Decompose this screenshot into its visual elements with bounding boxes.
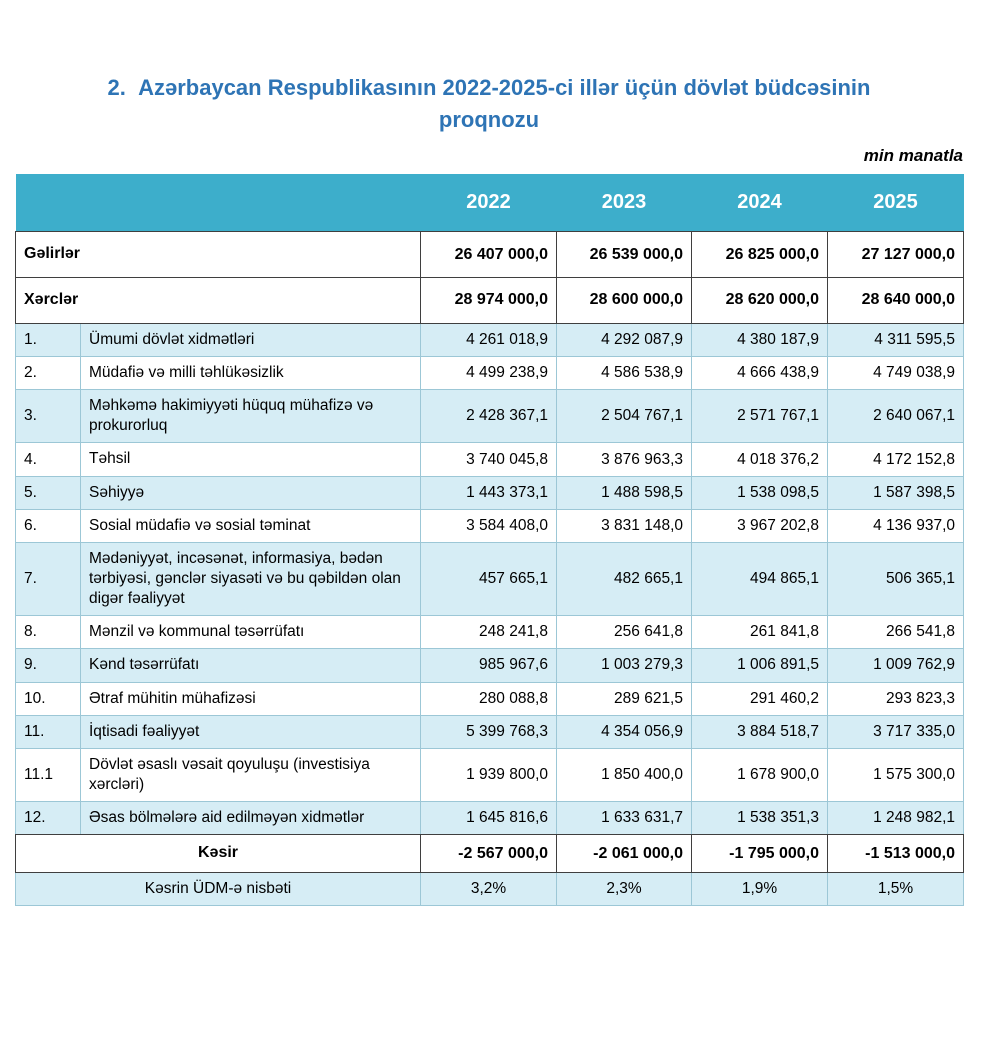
value-cell: 1 003 279,3 (557, 649, 692, 682)
value-cell: 482 665,1 (557, 542, 692, 615)
value-cell: 3 831 148,0 (557, 509, 692, 542)
row-index: 2. (16, 357, 81, 390)
value-cell: 2,3% (557, 873, 692, 906)
value-cell: 26 539 000,0 (557, 232, 692, 278)
row-label: Ətraf mühitin mühafizəsi (81, 682, 421, 715)
row-index: 7. (16, 542, 81, 615)
value-cell: 4 354 056,9 (557, 715, 692, 748)
value-cell: 494 865,1 (692, 542, 828, 615)
value-cell: 4 261 018,9 (421, 323, 557, 356)
value-cell: 289 621,5 (557, 682, 692, 715)
row-label: Müdafiə və milli təhlükəsizlik (81, 357, 421, 390)
value-cell: 1 009 762,9 (828, 649, 964, 682)
table-row-revenues (16, 232, 964, 278)
value-cell: 1 538 098,5 (692, 476, 828, 509)
row-label: Kəsrin ÜDM-ə nisbəti (16, 873, 421, 906)
unit-note: min manatla (863, 145, 963, 165)
table-header-row (16, 174, 964, 232)
table-row (16, 323, 964, 356)
value-cell: 3,2% (421, 873, 557, 906)
value-cell: -2 061 000,0 (557, 835, 692, 873)
value-cell: -1 795 000,0 (692, 835, 828, 873)
year-header: 2024 (692, 174, 828, 232)
row-index: 9. (16, 649, 81, 682)
value-cell: 3 884 518,7 (692, 715, 828, 748)
value-cell: 1 850 400,0 (557, 748, 692, 801)
row-label: İqtisadi fəaliyyət (81, 715, 421, 748)
value-cell: 266 541,8 (828, 616, 964, 649)
value-cell: 291 460,2 (692, 682, 828, 715)
value-cell: 1 633 631,7 (557, 802, 692, 835)
table-row (16, 443, 964, 476)
value-cell: 4 292 087,9 (557, 323, 692, 356)
value-cell: 3 584 408,0 (421, 509, 557, 542)
value-cell: 985 967,6 (421, 649, 557, 682)
value-cell: 4 499 238,9 (421, 357, 557, 390)
row-index: 4. (16, 443, 81, 476)
value-cell: 27 127 000,0 (828, 232, 964, 278)
value-cell: 293 823,3 (828, 682, 964, 715)
value-cell: 248 241,8 (421, 616, 557, 649)
value-cell: 280 088,8 (421, 682, 557, 715)
value-cell: 1 678 900,0 (692, 748, 828, 801)
row-index: 6. (16, 509, 81, 542)
table-row (16, 802, 964, 835)
value-cell: 1 575 300,0 (828, 748, 964, 801)
row-index: 8. (16, 616, 81, 649)
value-cell: 1 939 800,0 (421, 748, 557, 801)
value-cell: 28 620 000,0 (692, 278, 828, 324)
value-cell: 2 428 367,1 (421, 390, 557, 443)
value-cell: 1 248 982,1 (828, 802, 964, 835)
row-index: 11. (16, 715, 81, 748)
value-cell: 26 825 000,0 (692, 232, 828, 278)
page-title: 2. Azərbaycan Respublikasının 2022-2025-ci illər üçün dövlət büdcəsinin proqnozu (107, 75, 871, 132)
row-label: Gəlirlər (16, 232, 421, 278)
value-cell: 5 399 768,3 (421, 715, 557, 748)
value-cell: 1,9% (692, 873, 828, 906)
table-row (16, 649, 964, 682)
value-cell: 261 841,8 (692, 616, 828, 649)
value-cell: 2 504 767,1 (557, 390, 692, 443)
row-index: 5. (16, 476, 81, 509)
value-cell: 1,5% (828, 873, 964, 906)
value-cell: 28 640 000,0 (828, 278, 964, 324)
value-cell: 256 641,8 (557, 616, 692, 649)
row-label: Xərclər (16, 278, 421, 324)
value-cell: 2 640 067,1 (828, 390, 964, 443)
value-cell: 1 645 816,6 (421, 802, 557, 835)
value-cell: 1 538 351,3 (692, 802, 828, 835)
value-cell: 4 380 187,9 (692, 323, 828, 356)
table-row (16, 715, 964, 748)
table-row (16, 748, 964, 801)
value-cell: 1 443 373,1 (421, 476, 557, 509)
value-cell: 1 587 398,5 (828, 476, 964, 509)
value-cell: 4 586 538,9 (557, 357, 692, 390)
value-cell: 457 665,1 (421, 542, 557, 615)
table-row-deficit-gdp-ratio (16, 873, 964, 906)
value-cell: 3 876 963,3 (557, 443, 692, 476)
row-label: Kənd təsərrüfatı (81, 649, 421, 682)
year-header: 2023 (557, 174, 692, 232)
table-row-deficit (16, 835, 964, 873)
row-label: Təhsil (81, 443, 421, 476)
table-row (16, 509, 964, 542)
value-cell: 28 600 000,0 (557, 278, 692, 324)
year-header: 2022 (421, 174, 557, 232)
value-cell: 1 006 891,5 (692, 649, 828, 682)
value-cell: 1 488 598,5 (557, 476, 692, 509)
table-row (16, 682, 964, 715)
table-row-expenditures (16, 278, 964, 324)
row-index: 10. (16, 682, 81, 715)
value-cell: 28 974 000,0 (421, 278, 557, 324)
row-label: Mənzil və kommunal təsərrüfatı (81, 616, 421, 649)
header-empty-cell (16, 174, 421, 232)
value-cell: 4 172 152,8 (828, 443, 964, 476)
value-cell: 4 018 376,2 (692, 443, 828, 476)
table-row (16, 542, 964, 615)
row-index: 3. (16, 390, 81, 443)
value-cell: 4 136 937,0 (828, 509, 964, 542)
row-label: Səhiyyə (81, 476, 421, 509)
table-row (16, 476, 964, 509)
value-cell: 4 311 595,5 (828, 323, 964, 356)
table-row (16, 616, 964, 649)
value-cell: 3 740 045,8 (421, 443, 557, 476)
value-cell: 3 717 335,0 (828, 715, 964, 748)
row-label: Ümumi dövlət xidmətləri (81, 323, 421, 356)
table-row (16, 390, 964, 443)
value-cell: -2 567 000,0 (421, 835, 557, 873)
row-index: 1. (16, 323, 81, 356)
value-cell: 4 666 438,9 (692, 357, 828, 390)
row-label: Dövlət əsaslı vəsait qoyuluşu (investisiya xərcləri) (81, 748, 421, 801)
year-header: 2025 (828, 174, 964, 232)
row-label: Kəsir (16, 835, 421, 873)
row-index: 12. (16, 802, 81, 835)
table-row (16, 357, 964, 390)
value-cell: 506 365,1 (828, 542, 964, 615)
row-index: 11.1 (16, 748, 81, 801)
row-label: Sosial müdafiə və sosial təminat (81, 509, 421, 542)
value-cell: 4 749 038,9 (828, 357, 964, 390)
row-label: Əsas bölmələrə aid edilməyən xidmətlər (81, 802, 421, 835)
row-label: Məhkəmə hakimiyyəti hüquq mühafizə və prokurorluq (81, 390, 421, 443)
budget-table (15, 174, 964, 906)
value-cell: 3 967 202,8 (692, 509, 828, 542)
value-cell: 2 571 767,1 (692, 390, 828, 443)
value-cell: 26 407 000,0 (421, 232, 557, 278)
value-cell: -1 513 000,0 (828, 835, 964, 873)
row-label: Mədəniyyət, incəsənət, informasiya, bədən tərbiyəsi, gənclər siyasəti və bu qəbildən olan digər fəaliyyət (81, 542, 421, 615)
